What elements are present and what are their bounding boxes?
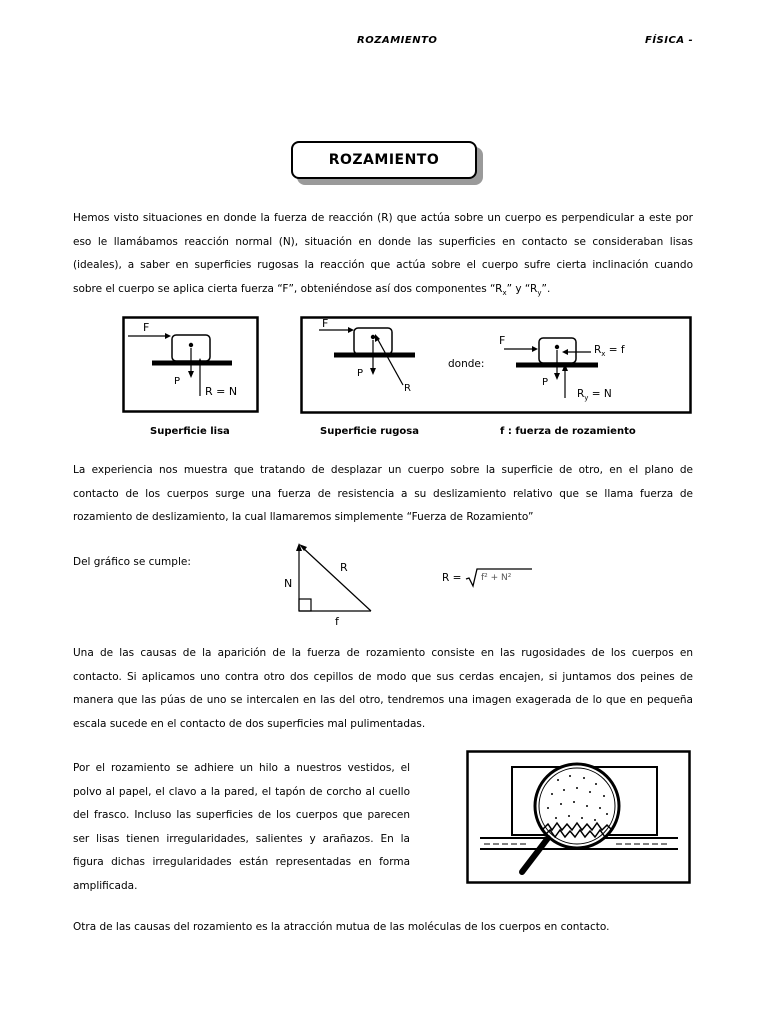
rough-right-p-label: P	[542, 377, 549, 388]
adhesion-line: polvo al papel, el clavo a la pared, el tapón de corcho al cuello	[73, 785, 410, 798]
donde-label: donde:	[448, 358, 485, 370]
intro-line-last: sobre el cuerpo se aplica cierta fuerza “F”, obteniéndose así dos componentes “$R_x$” y “$R_y$”.	[73, 282, 551, 297]
ry-label: $R_y = N$	[577, 388, 612, 402]
magnified-surface-illustration	[466, 750, 691, 884]
rough-surface-figure	[300, 316, 692, 414]
experience-line: La experiencia nos muestra que tratando de desplazar un cuerpo sobre la superficie de otro, en el plano de	[73, 464, 693, 476]
intro-line: Hemos visto situaciones en donde la fuerza de reacción (R) que actúa sobre un cuerpo es perpendicular a este por	[73, 212, 693, 224]
intro-paragraph	[73, 207, 693, 305]
header-subject: FÍSICA -	[645, 35, 694, 46]
adhesion-line: Por el rozamiento se adhiere un hilo a nuestros vestidos, el	[73, 762, 410, 774]
caption-friction: f : fuerza de rozamiento	[500, 426, 636, 437]
caption-rough: Superficie rugosa	[320, 426, 420, 437]
formula-lhs: R =	[442, 572, 462, 584]
triangle-n-label: N	[284, 577, 293, 590]
experience-paragraph	[73, 459, 693, 530]
attraction-paragraph: Otra de las causas del rozamiento es la atracción mutua de las moléculas de los cuerpos en contacto.	[73, 921, 610, 933]
causes-line: escala sucede en el contacto de dos superficies mal pulimentadas.	[73, 717, 426, 730]
smooth-r-label: R = N	[205, 385, 238, 398]
adhesion-line: del frasco. Incluso las superficies de los cuerpos que parecen	[73, 809, 410, 821]
adhesion-paragraph	[73, 757, 410, 898]
causes-line: contacto. Si aplicamos uno contra otro dos cepillos de modo que sus cerdas encajen, si juntamos dos peines de	[73, 670, 693, 683]
rough-right-f-label: F	[499, 334, 506, 347]
smooth-p-label: P	[174, 376, 181, 387]
causes-paragraph	[73, 642, 693, 736]
smooth-f-label: F	[143, 321, 150, 334]
experience-line: contacto de los cuerpos surge una fuerza de resistencia a su deslizamiento relativo que se llama fuerza de	[73, 487, 693, 500]
formula-rhs: f² + N²	[481, 573, 512, 583]
right-triangle-diagram	[280, 540, 380, 630]
intro-line: eso le llamábamos reacción normal (N), situación en donde las superficies en contacto se consideraban lisas	[73, 235, 693, 248]
rx-label: $R_x = f$	[594, 344, 625, 358]
triangle-r-label: R	[340, 561, 348, 574]
page-title: ROZAMIENTO	[291, 141, 477, 179]
adhesion-line: ser lisas tienen irregularidades, salientes y arañazos. En la	[73, 832, 410, 845]
triangle-f-label: f	[335, 615, 339, 628]
experience-line: rozamiento de deslizamiento, la cual llamaremos simplemente “Fuerza de Rozamiento”	[73, 511, 534, 523]
causes-line: manera que las púas de uno se intercalen en las del otro, tendremos una imagen exagerada de lo que en pequeña	[73, 694, 693, 706]
causes-line: Una de las causas de la aparición de la fuerza de rozamiento consiste en las rugosidades de los cuerpos en	[73, 647, 693, 659]
intro-line: (ideales), a saber en superficies rugosas la reacción que actúa sobre el cuerpo sufre cierta inclinación cuando	[73, 259, 693, 271]
rough-f-label: F	[322, 317, 329, 330]
adhesion-line: figura dichas irregularidades están representadas en forma	[73, 856, 410, 868]
smooth-surface-figure	[122, 316, 260, 413]
graph-intro: Del gráfico se cumple:	[73, 556, 191, 568]
header-topic: ROZAMIENTO	[357, 35, 438, 46]
rough-r-label: R	[404, 383, 411, 394]
caption-smooth: Superficie lisa	[150, 426, 230, 437]
rough-p-label: P	[357, 368, 364, 379]
adhesion-line: amplificada.	[73, 879, 138, 892]
